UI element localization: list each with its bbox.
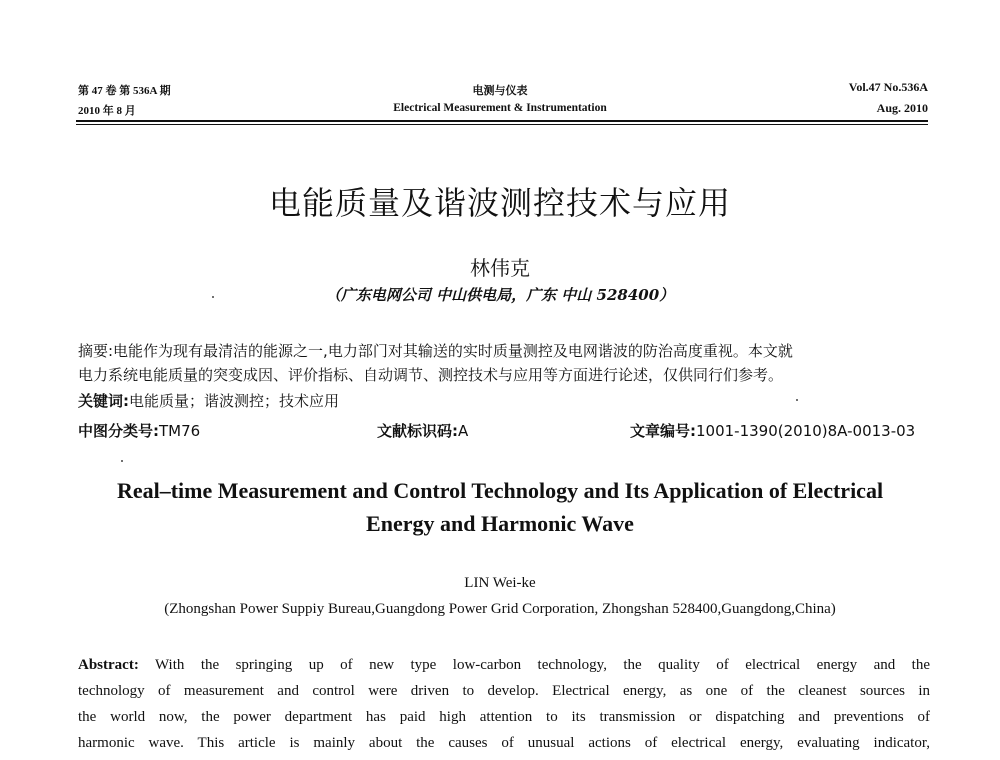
document-code — [377, 420, 468, 441]
header-journal-en: Electrical Measurement & Instrumentation — [393, 102, 607, 114]
affiliation-cn: （广东电网公司 中山供电局，广东 中山 528400） — [325, 286, 675, 304]
header-volume-en: Vol.47 No.536A — [848, 80, 928, 94]
keywords-value: 电能质量；谐波测控；技术应用 — [129, 392, 340, 410]
article-number-value: 1001-1390(2010)8A-0013-03 — [696, 422, 916, 440]
header-journal-cn: 电测与仪表 — [472, 84, 528, 97]
abstract-en-label: Abstract: — [78, 657, 139, 673]
author-cn: 林伟克 — [470, 256, 530, 280]
keywords-label: 关键词: — [78, 392, 129, 410]
scan-speck — [212, 296, 214, 298]
abstract-en-line-2: technology of measurement and control were driven to develop. Electrical energy, as one of the cleanest sources in — [78, 683, 930, 699]
document-code-label: 文献标识码: — [377, 422, 458, 440]
scan-speck — [121, 460, 123, 462]
header-date-cn: 2010 年 8 月 — [78, 105, 136, 117]
document-code-value: A — [458, 422, 469, 440]
paper-title-cn: 电能质量及谐波测控技术与应用 — [268, 184, 731, 222]
author-en: LIN Wei-ke — [464, 575, 536, 591]
paper-title-en — [0, 474, 1000, 540]
abstract-en-line-3: the world now, the power department has paid high attention to its transmission or dispatching and preventions of — [78, 709, 930, 725]
affiliation-en: (Zhongshan Power Suppiy Bureau,Guangdong Power Grid Corporation, Zhongshan 528400,Guangdong,China) — [164, 601, 836, 617]
scan-speck — [796, 399, 798, 401]
abstract-en-line-4: harmonic wave. This article is mainly about the causes of unusual actions of electrical energy, evaluating indicator, — [78, 735, 930, 751]
abstract-en-text-1: With the springing up of new type low-carbon technology, the quality of electrical energy and the — [138, 657, 930, 673]
paper-title-en-line-2: Energy and Harmonic Wave — [366, 511, 634, 536]
keywords-cn — [78, 390, 930, 411]
classification-value: TM76 — [159, 422, 201, 440]
classification-number — [78, 420, 200, 441]
abstract-cn-line-2: 电力系统电能质量的突变成因、评价指标、自动调节、测控技术与应用等方面进行论述，仅供同行们参考。 — [78, 366, 784, 384]
header-date-en: Aug. 2010 — [876, 101, 928, 115]
header-volume-issue: 第 47 卷 第 536A 期 — [78, 85, 171, 97]
abstract-en-line-1 — [78, 657, 930, 674]
classification-label: 中图分类号: — [78, 422, 159, 440]
header-rule-thick — [76, 120, 928, 122]
paper-title-en-line-1: Real–time Measurement and Control Technology and Its Application of Electrical — [116, 478, 884, 503]
article-number-label: 文章编号: — [630, 422, 696, 440]
header-rule-thin — [76, 124, 928, 125]
article-number — [630, 420, 915, 441]
abstract-cn-line-1: 摘要:电能作为现有最清洁的能源之一,电力部门对其输送的实时质量测控及电网谐波的防治高度重视。本文就 — [78, 342, 793, 360]
